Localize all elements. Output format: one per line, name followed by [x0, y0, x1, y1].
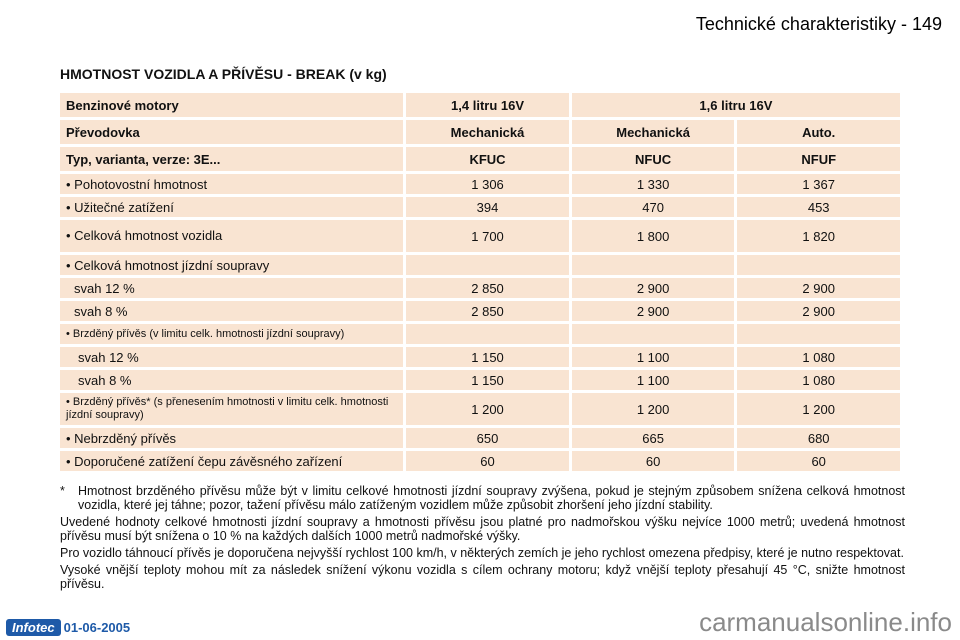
- table-row: [60, 301, 900, 321]
- row-value: 665: [572, 428, 735, 448]
- table-row: [60, 278, 900, 298]
- row-label: svah 12 %: [60, 347, 403, 367]
- row-label: • Celková hmotnost vozidla: [60, 220, 403, 252]
- row-value: 1 367: [737, 174, 900, 194]
- row-label: • Brzděný přívěs (v limitu celk. hmotnosti jízdní soupravy): [60, 324, 403, 344]
- notes: [60, 484, 905, 594]
- row-value: 1 800: [572, 220, 735, 252]
- row-value: 394: [406, 197, 569, 217]
- row-value: [406, 324, 569, 344]
- gearbox-3: Auto.: [737, 120, 900, 144]
- row-value: 470: [572, 197, 735, 217]
- row-value: 60: [406, 451, 569, 471]
- table-header-row: [60, 120, 900, 144]
- row-value: [572, 255, 735, 275]
- row-value: 60: [737, 451, 900, 471]
- row-value: 1 820: [737, 220, 900, 252]
- row-value: [572, 324, 735, 344]
- row-value: 1 150: [406, 370, 569, 390]
- row-label: • Celková hmotnost jízdní soupravy: [60, 255, 403, 275]
- row-value: 1 200: [572, 393, 735, 425]
- row-value: [737, 324, 900, 344]
- row-value: 2 900: [572, 301, 735, 321]
- row-value: 1 080: [737, 370, 900, 390]
- table-header-row: [60, 93, 900, 117]
- gearbox-1: Mechanická: [406, 120, 569, 144]
- row-value: 60: [572, 451, 735, 471]
- type-1: KFUC: [406, 147, 569, 171]
- row-value: 1 330: [572, 174, 735, 194]
- row-value: 1 200: [737, 393, 900, 425]
- row-value: 1 150: [406, 347, 569, 367]
- row-label: svah 8 %: [60, 370, 403, 390]
- engine-1: 1,4 litru 16V: [406, 93, 569, 117]
- row-value: 2 900: [737, 301, 900, 321]
- footer-date: 01-06-2005: [63, 620, 131, 635]
- note-altitude: Uvedené hodnoty celkové hmotnosti jízdní soupravy a hmotnosti přívěsu jsou platné pro nadmořskou výšku nejvíce 1000 metrů; uvedená hmotnost přívěsu musí být snížena o 10 % na každých dalších 1000 metrů nadmořské výšky.: [60, 515, 905, 543]
- gearbox-2: Mechanická: [572, 120, 735, 144]
- row-value: 453: [737, 197, 900, 217]
- row-value: 1 200: [406, 393, 569, 425]
- note-speed: Pro vozidlo táhnoucí přívěs je doporučena nejvyšší rychlost 100 km/h, v některých zemích je jeho rychlost omezena předpisy, které je nutno respektovat.: [60, 546, 904, 560]
- footer: [6, 619, 130, 636]
- section-title: HMOTNOST VOZIDLA A PŘÍVĚSU - BREAK (v kg): [60, 66, 387, 82]
- row-label: • Užitečné zatížení: [60, 197, 403, 217]
- gearbox-label: Převodovka: [60, 120, 403, 144]
- table-row: [60, 220, 900, 252]
- row-label: • Doporučené zatížení čepu závěsného zařízení: [60, 451, 403, 471]
- table-row: [60, 324, 900, 344]
- table-header-row: [60, 147, 900, 171]
- weights-table: [57, 90, 903, 474]
- type-3: NFUF: [737, 147, 900, 171]
- row-label: • Brzděný přívěs* (s přenesením hmotnosti v limitu celk. hmotnosti jízdní soupravy): [60, 393, 403, 425]
- row-label: svah 12 %: [60, 278, 403, 298]
- engine-2: 1,6 litru 16V: [572, 93, 900, 117]
- table-row: [60, 393, 900, 425]
- row-value: 650: [406, 428, 569, 448]
- row-value: 2 900: [572, 278, 735, 298]
- table-row: [60, 197, 900, 217]
- row-value: 1 700: [406, 220, 569, 252]
- row-value: 680: [737, 428, 900, 448]
- table-row: [60, 451, 900, 471]
- watermark: carmanualsonline.info: [699, 607, 952, 637]
- row-label: svah 8 %: [60, 301, 403, 321]
- row-value: 2 900: [737, 278, 900, 298]
- row-value: 1 080: [737, 347, 900, 367]
- row-value: 1 306: [406, 174, 569, 194]
- infotec-logo: Infotec: [6, 619, 61, 636]
- type-label: Typ, varianta, verze: 3E...: [60, 147, 403, 171]
- table-row: [60, 428, 900, 448]
- row-value: 1 100: [572, 347, 735, 367]
- footnote: [60, 484, 905, 512]
- engines-label: Benzinové motory: [60, 93, 403, 117]
- page-header: Technické charakteristiky - 149: [695, 14, 942, 34]
- row-value: [406, 255, 569, 275]
- type-2: NFUC: [572, 147, 735, 171]
- row-value: 2 850: [406, 301, 569, 321]
- footnote-mark: *: [60, 484, 65, 498]
- row-label: • Nebrzděný přívěs: [60, 428, 403, 448]
- row-value: [737, 255, 900, 275]
- row-label: • Pohotovostní hmotnost: [60, 174, 403, 194]
- table-row: [60, 347, 900, 367]
- row-value: 1 100: [572, 370, 735, 390]
- footnote-text: Hmotnost brzděného přívěsu může být v limitu celkové hmotnosti jízdní soupravy zvýšena, pokud je stejným způsobem snížena celková hmotnost vozidla, které jej táhne; pozor, tažení přívěsu málo zatíženým vozidlem může způsobit zhoršení jeho jízdní stability.: [78, 484, 905, 512]
- table-row: [60, 255, 900, 275]
- table-row: [60, 174, 900, 194]
- row-value: 2 850: [406, 278, 569, 298]
- note-temperature: Vysoké vnější teploty mohou mít za následek snížení výkonu vozidla s cílem ochrany motoru; když vnější teploty přesahují 45 °C, snižte hmotnost přívěsu.: [60, 563, 905, 591]
- table-row: [60, 370, 900, 390]
